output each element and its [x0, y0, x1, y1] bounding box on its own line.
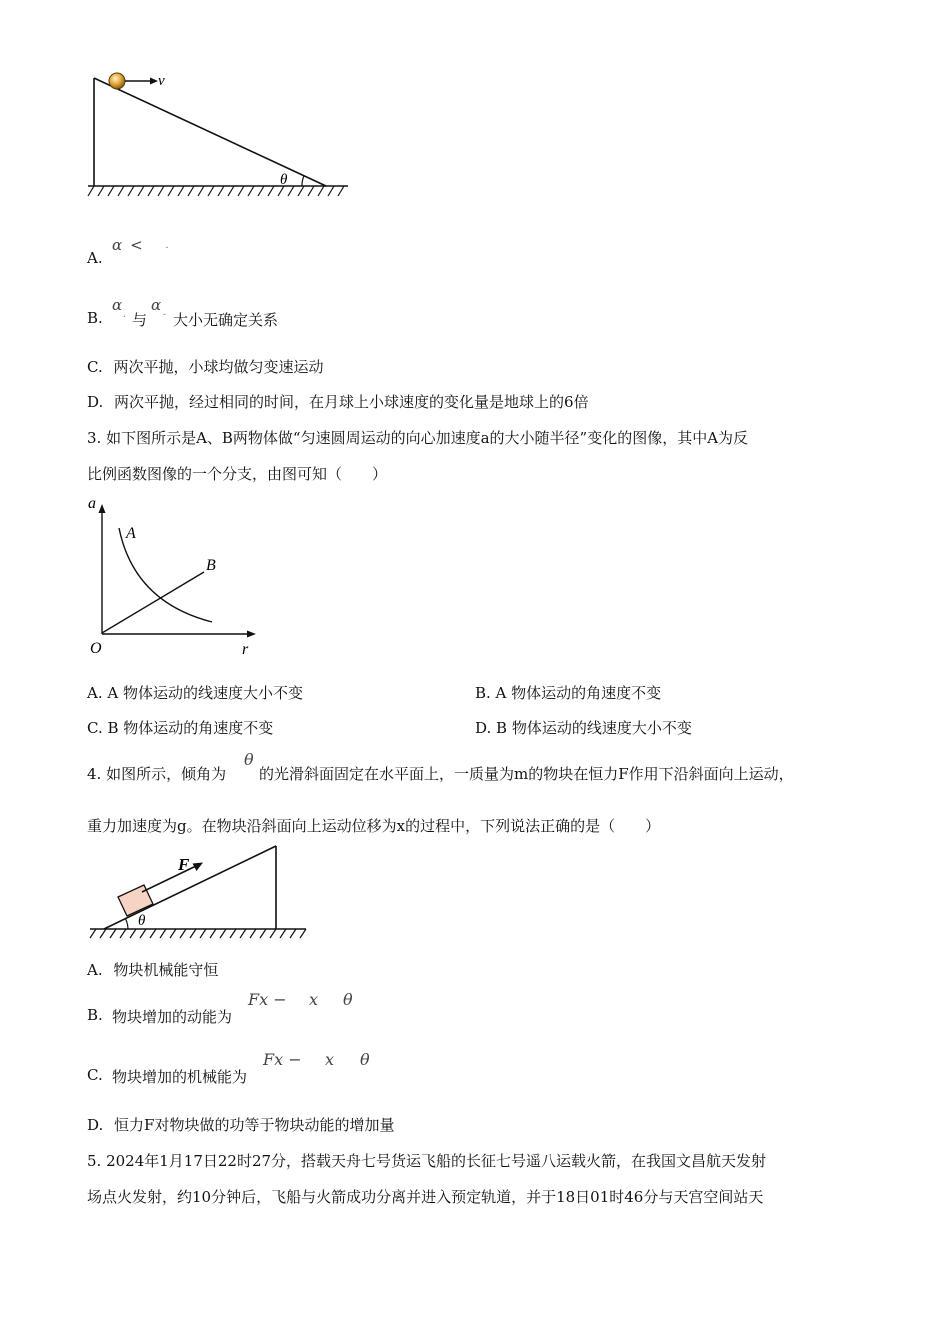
- q4-stem-post: 的光滑斜面固定在水平面上，一质量为m的物块在恒力F作用下沿斜面向上运动，: [259, 765, 794, 783]
- option-b-tail: 大小无确定关系: [173, 311, 279, 329]
- q4-theta-symbol: θ: [244, 750, 254, 769]
- incline-ball-figure: [80, 62, 360, 207]
- q3-graph: [82, 490, 272, 658]
- y-axis-label: a: [88, 495, 96, 512]
- q4-stem-pre: 4. 如图所示，倾角为: [87, 765, 227, 783]
- alpha-symbol: α: [112, 236, 123, 254]
- q4-ground-hatching: [90, 929, 306, 938]
- q5-line1: 5. 2024年1月17日22时27分，搭载天舟七号货运飞船的长征七号遥八运载火箭，在我国文昌航天发射: [87, 1152, 767, 1170]
- q4-stem-line2: 重力加速度为g。在物块沿斜面向上运动位移为x的过程中，下列说法正确的是（ ）: [87, 817, 661, 835]
- angle-theta-label: θ: [280, 172, 288, 188]
- option-d-label: D.: [87, 393, 104, 411]
- option-b-alpha2: α: [151, 296, 162, 314]
- origin-label: O: [90, 640, 102, 657]
- q4-slope: [104, 846, 276, 929]
- q4-option-c-math2: x: [325, 1050, 335, 1069]
- q4-option-b-math3: θ: [343, 990, 353, 1009]
- incline-slope: [94, 78, 326, 186]
- option-c-label: C.: [87, 358, 103, 376]
- q4-option-a-label: A.: [87, 961, 103, 979]
- x-axis-arrowhead: [247, 631, 256, 638]
- q4-option-c-math3: θ: [360, 1050, 370, 1069]
- q4-angle-arc: [126, 919, 128, 929]
- line-b-label: B: [206, 557, 216, 574]
- q4-option-c-text: 物块增加的机械能为: [112, 1068, 248, 1086]
- option-d-text: 两次平抛，经过相同的时间，在月球上小球速度的变化量是地球上的6倍: [114, 393, 589, 411]
- q3-stem-line1: 3. 如下图所示是A、B两物体做“匀速圆周运动的向心加速度a的大小随半径”变化的图像，其中A为反: [87, 429, 749, 447]
- y-axis-arrowhead: [99, 504, 106, 513]
- curve-a-label: A: [126, 525, 136, 542]
- q4-option-d-text: 恒力F对物块做的功等于物块动能的增加量: [114, 1116, 395, 1134]
- x-axis-label: r: [242, 641, 249, 658]
- option-b-mid: 与: [132, 311, 148, 329]
- option-a-math: α < -: [112, 236, 169, 254]
- q4-option-b-math1: Fx −: [248, 990, 287, 1009]
- q3-option-c: C. B 物体运动的角速度不变: [87, 719, 274, 737]
- ground-hatching: [88, 186, 344, 196]
- q3-option-b: B. A 物体运动的角速度不变: [475, 684, 662, 702]
- q4-option-c-label: C.: [87, 1066, 103, 1084]
- ball: [109, 73, 125, 89]
- q5-line2: 场点火发射，约10分钟后，飞船与火箭成功分离并进入预定轨道，并于18日01时46分与天宫空间站天: [87, 1188, 764, 1206]
- option-a-label: A.: [87, 249, 103, 267]
- option-c-text: 两次平抛，小球均做匀变速运动: [113, 358, 324, 376]
- q3-option-d: D. B 物体运动的线速度大小不变: [475, 719, 692, 737]
- q4-incline-figure: [82, 840, 312, 945]
- option-d-row: [87, 391, 589, 412]
- line-b: [102, 572, 204, 633]
- q4-option-d-label: D.: [87, 1116, 104, 1134]
- q4-option-b-math2: x: [309, 990, 319, 1009]
- less-than-symbol: <: [130, 236, 143, 254]
- velocity-arrowhead: [150, 78, 158, 85]
- q4-option-c-math1: Fx −: [263, 1050, 302, 1069]
- q4-option-d: [87, 1114, 394, 1135]
- option-c-row: [87, 356, 324, 377]
- option-b-alpha1: α: [112, 296, 123, 314]
- q4-option-b-text: 物块增加的动能为: [112, 1008, 233, 1026]
- q4-angle-label: θ: [138, 913, 146, 929]
- option-b-label: B.: [87, 309, 103, 327]
- q3-stem-line2: 比例函数图像的一个分支，由图可知（ ）: [87, 465, 388, 483]
- q3-option-a: A. A 物体运动的线速度大小不变: [87, 684, 303, 702]
- angle-arc: [302, 176, 304, 186]
- q4-force-label: F: [178, 855, 190, 874]
- q4-option-b-label: B.: [87, 1006, 103, 1024]
- q4-option-a-text: 物块机械能守恒: [113, 961, 219, 979]
- q4-option-a: [87, 959, 218, 980]
- velocity-label: v: [158, 73, 165, 89]
